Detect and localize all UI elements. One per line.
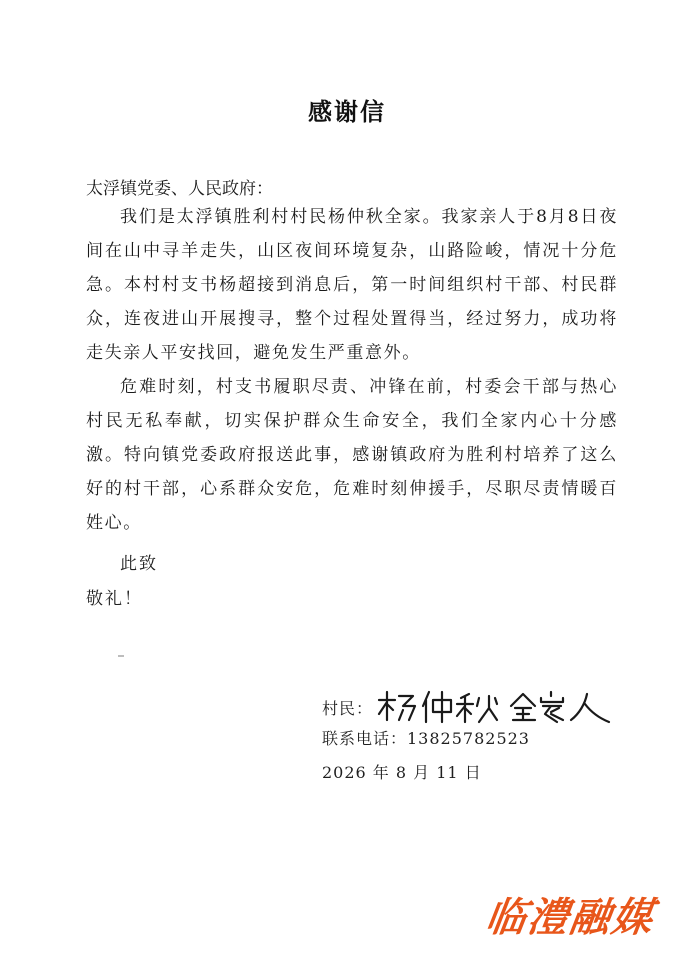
salutation: 太浮镇党委、人民政府：	[86, 179, 273, 199]
closing-cizhi: 此致	[120, 554, 158, 574]
body-paragraph-1: 我们是太浮镇胜利村村民杨仲秋全家。我家亲人于8月8日夜间在山中寻羊走失，山区夜间环境复杂，山路险峻，情况十分危急。本村村支书杨超接到消息后，第一时间组织村干部、村民群众，连夜进山开展搜寻，整个过程处置得当，经过努力，成功将走失亲人平安找回，避免发生严重意外。	[86, 207, 618, 363]
closing-jingli: 敬礼！	[86, 589, 143, 609]
contact-phone: 联系电话：13825782523	[322, 729, 530, 748]
letter-date: 2026 年 8 月 11 日	[322, 763, 482, 782]
paper-speck	[118, 655, 124, 657]
letter-title: 感谢信	[308, 98, 386, 126]
signer-label: 村民：	[322, 698, 374, 718]
signature-line	[322, 688, 613, 726]
body-paragraph-2: 危难时刻，村支书履职尽责、冲锋在前，村委会干部与热心村民无私奉献，切实保护群众生命安全，我们全家内心十分感激。特向镇党委政府报送此事，感谢镇政府为胜利村培养了这么好的村干部，心系群众安危，危难时刻伸援手，尽职尽责情暖百姓心。	[86, 377, 618, 533]
watermark-text: 临澧融媒	[482, 895, 658, 941]
media-watermark-logo	[482, 888, 666, 948]
handwritten-signature	[373, 688, 613, 726]
